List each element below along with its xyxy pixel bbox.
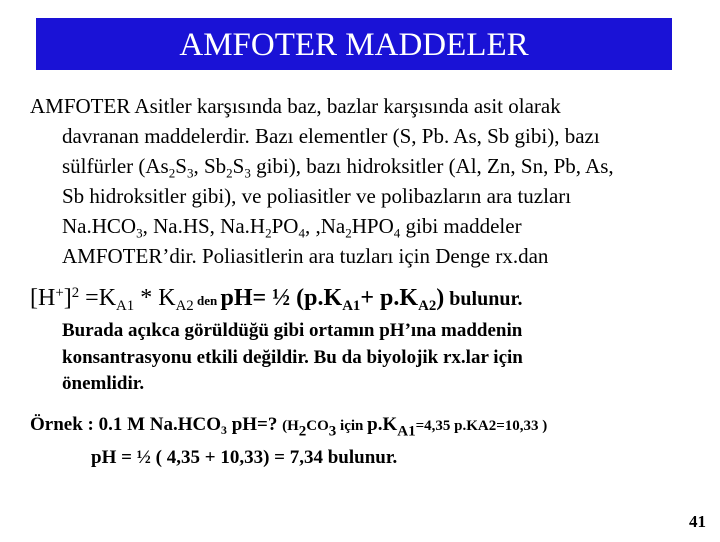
- subscript: A1: [397, 423, 416, 440]
- formula-part: ]: [63, 285, 72, 311]
- formula-part: den: [193, 293, 221, 308]
- text-segment: =4,35 p.KA2=10,33 ): [415, 418, 548, 434]
- formula-part: + p.K: [360, 285, 419, 311]
- text-segment: , Sb: [193, 154, 227, 178]
- text-segment: Örnek : 0.1 M Na.HCO: [30, 414, 222, 435]
- formula-part: bulunur.: [444, 288, 523, 310]
- text-segment: , Na.HS, Na.H: [142, 214, 266, 238]
- text-segment: Na.HCO: [62, 214, 137, 238]
- text-line: AMFOTER Asitler karşısında baz, bazlar karşısında asit olarak: [30, 94, 561, 118]
- text-line: [30, 211, 690, 241]
- formula-part: [H: [30, 285, 56, 311]
- formula-part: * K: [134, 285, 176, 311]
- slide-title: AMFOTER MADDELER: [36, 18, 672, 70]
- explanation-paragraph: [62, 318, 702, 398]
- text-segment: gibi), bazı hidroksitler (Al, Zn, Sn, Pb, As,: [250, 154, 614, 178]
- formula-part: pH= ½ (p.K: [220, 285, 343, 311]
- text-segment: için: [336, 418, 368, 434]
- text-line: Burada açıkca görüldüğü gibi ortamın pH’ına maddenin: [62, 320, 523, 341]
- subscript: 2: [265, 225, 272, 241]
- text-segment: gibi maddeler: [400, 214, 522, 238]
- superscript: +: [55, 284, 64, 301]
- text-segment: sülfürler (As: [62, 154, 169, 178]
- text-segment: CO: [306, 418, 329, 434]
- subscript: 3: [136, 225, 143, 241]
- page-number: 41: [689, 512, 706, 531]
- text-segment: (H: [282, 418, 299, 434]
- subscript: 2: [345, 225, 352, 241]
- subscript: 2: [226, 165, 233, 181]
- subscript: A1: [342, 298, 361, 315]
- subscript: A2: [175, 298, 194, 315]
- ph-formula: [30, 283, 522, 316]
- text-segment: PO: [271, 214, 299, 238]
- text-line: [30, 151, 690, 181]
- text-line: AMFOTER’dir. Poliasitlerin ara tuzları için Denge rx.dan: [62, 244, 549, 268]
- subscript: A1: [116, 298, 135, 315]
- subscript: 4: [298, 225, 305, 241]
- subscript: 3: [244, 165, 251, 181]
- text-segment: S: [175, 154, 187, 178]
- subscript: 4: [393, 225, 401, 241]
- result-line: pH = ½ ( 4,35 + 10,33) = 7,34 bulunur.: [91, 447, 398, 468]
- subscript: 3: [186, 165, 194, 181]
- text-segment: S: [232, 154, 245, 178]
- text-segment: p.K: [367, 414, 398, 435]
- text-line: konsantrasyonu etkili değildir. Bu da biyolojik rx.lar için: [62, 346, 523, 368]
- subscript: 3: [221, 424, 227, 438]
- text-line: davranan maddelerdir. Bazı elementler (S, Pb. As, Sb gibi), bazı: [62, 124, 600, 148]
- formula-part: ): [436, 285, 445, 311]
- text-segment: pH=?: [226, 414, 283, 435]
- formula-part: =K: [79, 285, 117, 311]
- text-segment: HPO: [351, 214, 394, 238]
- subscript: 2: [298, 423, 307, 440]
- text-segment: , ,Na: [304, 214, 346, 238]
- definition-paragraph: [30, 91, 690, 271]
- text-line: Sb hidroksitler gibi), ve poliasitler ve polibazların ara tuzları: [62, 184, 572, 208]
- subscript: 2: [168, 165, 176, 181]
- example-line: [30, 411, 547, 440]
- subscript: 3: [328, 423, 337, 440]
- text-line: önemlidir.: [62, 373, 145, 394]
- subscript: A2: [418, 298, 437, 315]
- superscript: 2: [71, 284, 80, 301]
